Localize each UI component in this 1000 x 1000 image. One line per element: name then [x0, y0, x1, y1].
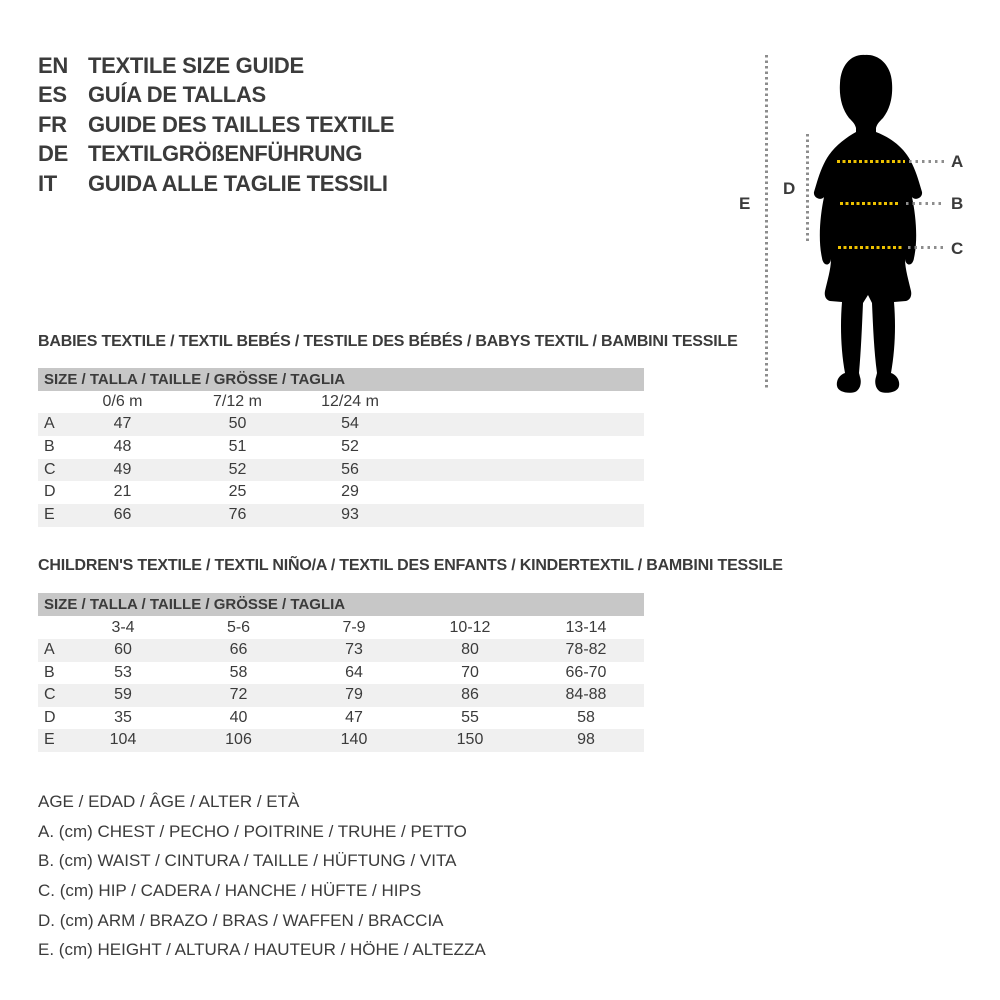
- lang-title: TEXTILE SIZE GUIDE: [88, 52, 304, 78]
- lang-code: ES: [38, 82, 67, 108]
- measure-label-e: E: [739, 194, 751, 213]
- hip-measure-leader-c: [908, 246, 945, 249]
- table-row: [38, 459, 644, 482]
- cell: 47: [345, 708, 363, 726]
- cell: 150: [456, 731, 484, 749]
- babies-column-headers: [38, 391, 644, 413]
- cell: 80: [461, 641, 479, 658]
- height-measure-line-e: [765, 55, 768, 390]
- waist-measure-line-b: [840, 202, 900, 205]
- cell: 29: [341, 483, 359, 501]
- row-label: E: [44, 506, 55, 524]
- babies-table-title: BABIES TEXTILE / TEXTIL BEBÉS / TESTILE DES BÉBÉS / BABYS TEXTIL / BAMBINI TESSILE: [38, 333, 738, 350]
- cell: 40: [229, 708, 248, 726]
- cell: 55: [461, 708, 479, 726]
- table-row: [38, 504, 644, 527]
- arm-measure-line-d: [806, 134, 809, 242]
- cell: 140: [340, 731, 368, 749]
- cell: 21: [113, 483, 132, 501]
- child-silhouette: [795, 40, 955, 400]
- column-header: 0/6 m: [102, 393, 143, 410]
- lang-code: FR: [38, 111, 67, 137]
- cell: 73: [345, 641, 363, 658]
- row-label: C: [44, 686, 56, 704]
- column-header: 3-4: [111, 619, 135, 636]
- column-header: 12/24 m: [321, 393, 379, 410]
- children-size-header: SIZE / TALLA / TAILLE / GRÖSSE / TAGLIA: [38, 593, 644, 616]
- lang-row: [38, 110, 394, 140]
- legend-line-age: AGE / EDAD / ÂGE / ALTER / ETÀ: [38, 792, 300, 811]
- language-title-list: [38, 51, 394, 199]
- row-label: B: [44, 437, 55, 455]
- table-row: [38, 436, 644, 459]
- column-header: 7-9: [342, 619, 366, 636]
- row-label: E: [44, 731, 55, 749]
- measure-label-a: A: [951, 152, 964, 171]
- cell: 50: [228, 415, 247, 432]
- cell: 104: [109, 731, 137, 749]
- cell: 98: [577, 731, 595, 749]
- table-row: [38, 639, 644, 662]
- cell: [405, 481, 644, 504]
- cell: 79: [345, 686, 363, 704]
- cell: 49: [113, 460, 132, 478]
- measure-label-c: C: [951, 239, 964, 258]
- column-header: 10-12: [449, 619, 491, 636]
- cell: 59: [114, 686, 132, 704]
- measure-label-b: B: [951, 194, 964, 213]
- cell: 58: [229, 663, 248, 681]
- table-row: [38, 413, 644, 436]
- children-table-title: CHILDREN'S TEXTILE / TEXTIL NIÑO/A / TEXTIL DES ENFANTS / KINDERTEXTIL / BAMBINI TESSILE: [38, 557, 783, 574]
- table-row: [38, 684, 644, 707]
- row-label: C: [44, 460, 56, 478]
- cell: 64: [345, 663, 363, 681]
- measure-label-d: D: [783, 179, 796, 198]
- lang-row: [38, 169, 394, 199]
- column-header: [38, 391, 65, 413]
- cell: 93: [341, 506, 359, 524]
- cell: 35: [114, 708, 132, 726]
- cell: 58: [577, 708, 595, 726]
- row-label: B: [44, 663, 55, 681]
- lang-code: EN: [38, 52, 68, 78]
- lang-title: GUIDE DES TAILLES TEXTILE: [88, 111, 395, 137]
- legend-line-waist: B. (cm) WAIST / CINTURA / TAILLE / HÜFTUNG / VITA: [38, 851, 457, 871]
- babies-table-body: [38, 413, 644, 527]
- table-row: [38, 707, 644, 730]
- cell: 84-88: [565, 686, 607, 704]
- cell: [405, 459, 644, 482]
- cell: 47: [113, 415, 132, 432]
- cell: 66-70: [565, 663, 607, 681]
- lang-title: GUÍA DE TALLAS: [88, 82, 266, 108]
- table-row: [38, 729, 644, 752]
- lang-code: IT: [38, 170, 57, 196]
- column-header: [405, 391, 644, 413]
- cell: 70: [461, 663, 479, 681]
- chest-measure-leader-a: [909, 160, 947, 163]
- cell: 48: [113, 437, 132, 455]
- children-column-headers: [38, 616, 644, 639]
- measurement-legend: [38, 787, 486, 965]
- legend-line-chest: A. (cm) CHEST / PECHO / POITRINE / TRUHE / PETTO: [38, 821, 467, 841]
- waist-measure-leader-b: [906, 202, 944, 205]
- column-header: 13-14: [565, 619, 607, 636]
- cell: 25: [228, 483, 247, 501]
- hip-measure-line-c: [838, 246, 904, 249]
- children-table-body: [38, 639, 644, 752]
- lang-code: DE: [38, 141, 68, 167]
- cell: 53: [114, 663, 132, 681]
- cell: 76: [228, 506, 247, 524]
- lang-row: [38, 140, 394, 170]
- chest-measure-line-a: [837, 160, 905, 163]
- cell: [405, 504, 644, 527]
- lang-row: [38, 51, 394, 81]
- cell: [405, 413, 644, 436]
- babies-size-header: SIZE / TALLA / TAILLE / GRÖSSE / TAGLIA: [38, 368, 644, 391]
- table-row: [38, 662, 644, 685]
- column-header: 7/12 m: [213, 393, 262, 410]
- cell: 78-82: [565, 641, 607, 658]
- cell: [405, 436, 644, 459]
- cell: 56: [341, 460, 359, 478]
- legend-line-arm: D. (cm) ARM / BRAZO / BRAS / WAFFEN / BRACCIA: [38, 910, 444, 930]
- cell: 106: [225, 731, 252, 749]
- cell: 66: [113, 506, 132, 524]
- legend-line-height: E. (cm) HEIGHT / ALTURA / HAUTEUR / HÖHE / ALTEZZA: [38, 940, 486, 960]
- table-row: [38, 481, 644, 504]
- cell: 52: [228, 460, 247, 478]
- row-label: A: [44, 415, 55, 432]
- column-header: [38, 616, 65, 639]
- cell: 66: [229, 641, 248, 658]
- lang-title: GUIDA ALLE TAGLIE TESSILI: [88, 170, 388, 196]
- cell: 54: [341, 415, 359, 432]
- row-label: A: [44, 641, 55, 658]
- row-label: D: [44, 708, 56, 726]
- row-label: D: [44, 483, 56, 501]
- cell: 60: [114, 641, 132, 658]
- legend-line-hip: C. (cm) HIP / CADERA / HANCHE / HÜFTE / HIPS: [38, 881, 422, 901]
- column-header: 5-6: [226, 619, 251, 636]
- cell: 86: [461, 686, 479, 704]
- lang-row: [38, 81, 394, 111]
- cell: 51: [228, 437, 247, 455]
- lang-title: TEXTILGRÖßENFÜHRUNG: [88, 141, 363, 167]
- cell: 52: [341, 437, 359, 455]
- cell: 72: [229, 686, 248, 704]
